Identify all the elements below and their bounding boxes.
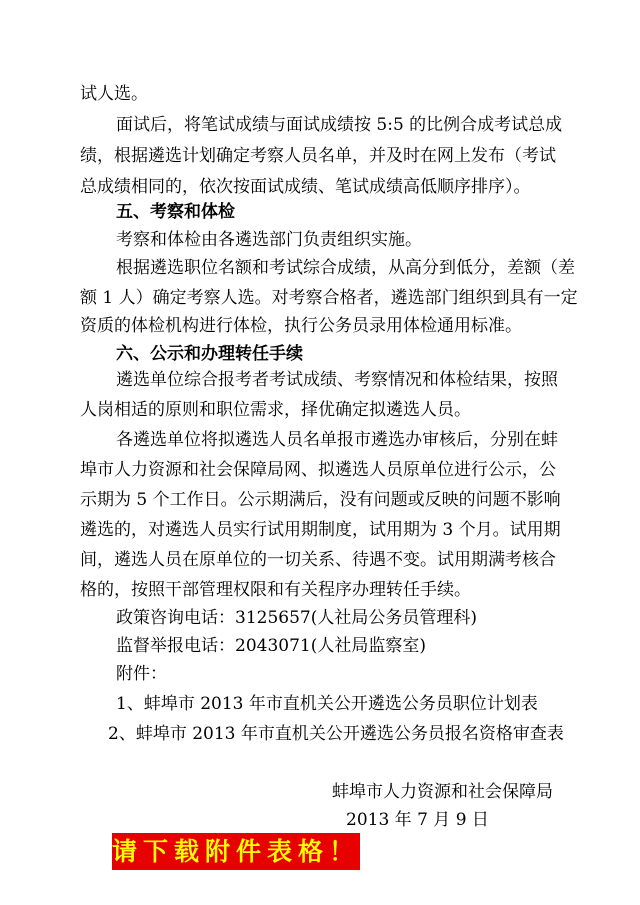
body-line: 示期为 5 个工作日。公示期满后，没有问题或反映的问题不影响 [80,490,561,510]
report-phone: 监督举报电话：2043071(人社局监察室) [116,636,426,656]
attachment-link[interactable]: 1、蚌埠市 2013 年市直机关公开遴选公务员职位计划表 [116,694,538,714]
body-line: 绩，根据遴选计划确定考察人员名单，并及时在网上发布（考试 [80,146,556,166]
download-attachments-banner[interactable]: 请下载附件表格！ [112,833,360,870]
body-line: 试人选。 [80,84,148,104]
issue-date: 2013 年 7 月 9 日 [346,810,489,830]
body-line: 遴选的，对遴选人员实行试用期制度，试用期为 3 个月。试用期 [80,520,561,540]
body-line: 遴选单位综合报考者考试成绩、考察情况和体检结果，按照 [116,370,558,390]
body-line: 根据遴选职位名额和考试综合成绩，从高分到低分，差额（差 [116,258,575,278]
body-line: 总成绩相同的，依次按面试成绩、笔试成绩高低顺序排序）。 [80,177,531,197]
body-line: 各遴选单位将拟遴选人员名单报市遴选办审核后，分别在蚌 [116,430,558,450]
consult-phone: 政策咨询电话：3125657(人社局公务员管理科) [116,608,477,628]
body-line: 格的，按照干部管理权限和有关程序办理转任手续。 [80,580,471,600]
issuer: 蚌埠市人力资源和社会保障局 [332,782,553,802]
body-line: 资质的体检机构进行体检，执行公务员录用体检通用标准。 [80,316,522,336]
body-line: 埠市人力资源和社会保障局网、拟遴选人员原单位进行公示，公 [80,460,556,480]
attachment-link[interactable]: 2、蚌埠市 2013 年市直机关公开遴选公务员报名资格审查表 [108,724,564,744]
body-line: 间，遴选人员在原单位的一切关系、待遇不变。试用期满考核合 [80,550,556,570]
body-line: 考察和体检由各遴选部门负责组织实施。 [116,230,422,250]
section-heading: 六、公示和办理转任手续 [116,344,303,364]
section-heading: 五、考察和体检 [116,202,235,222]
body-line: 额 1 人）确定考察人选。对考察合格者，遴选部门组织到具有一定 [80,288,578,308]
attachments-label: 附件： [116,664,167,684]
body-line: 人岗相适的原则和职位需求，择优确定拟遴选人员。 [80,400,471,420]
body-line: 面试后，将笔试成绩与面试成绩按 5:5 的比例合成考试总成 [116,115,563,135]
